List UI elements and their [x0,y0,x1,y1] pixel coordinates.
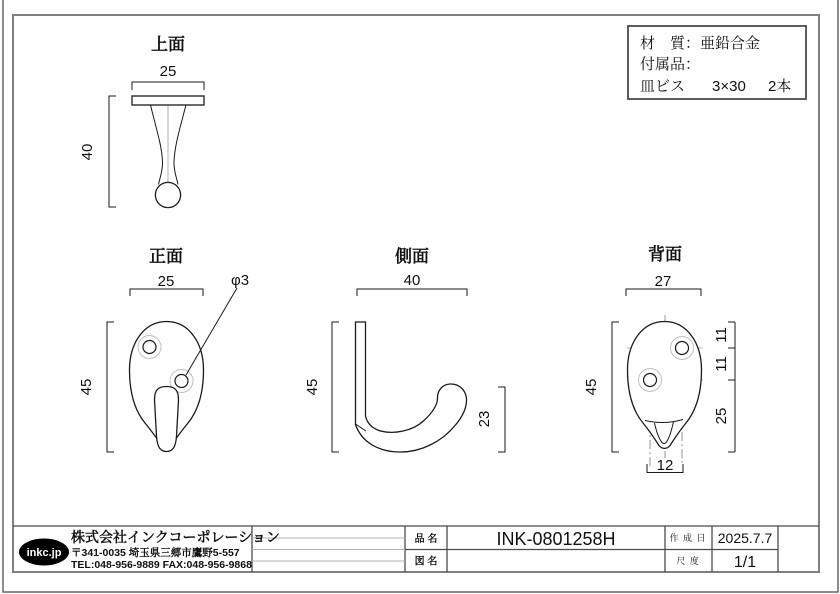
spec-screw-size: 3×30 [712,78,746,95]
hole-dim-leader-line [186,288,237,375]
back-view-width-dim: 27 [654,273,672,290]
side-tip-dim-bracket [498,387,505,452]
top-height-dim-bracket [109,96,116,207]
back-upper-hole [676,342,689,355]
company-tel: TEL:048-956-9889 FAX:048-956-9868 [71,559,252,571]
part-number: INK-0801258H [496,529,616,549]
front-view-hook-tip [155,387,179,452]
back-view-label: 背面 [648,245,682,264]
top-width-dim-bracket [132,82,204,90]
top-view-height-dim: 40 [79,143,96,161]
spec-box [628,26,806,99]
part-name-label: 品 名 [414,534,438,545]
scale-label: 尺 度 [676,556,700,566]
back-view-height-dim: 45 [583,378,600,396]
back-bottom-dim: 25 [713,407,730,425]
back-view [583,244,735,474]
spec-screw-qty: 2本 [768,78,792,95]
top-view-label: 上面 [151,35,185,54]
created-date-label: 作 成 日 [669,533,707,543]
company-name: 株式会社インクコーポレーション [71,529,280,545]
top-view-ball-end [155,182,180,207]
front-view [78,246,249,452]
spec-material: 材 質：亜鉛合金 [640,35,761,52]
spec-screw-name: 皿ビス [640,78,686,95]
scale-value: 1/1 [733,554,757,571]
side-height-dim-bracket [332,322,339,452]
side-view-tip-dim: 23 [476,410,493,428]
back-hole-offset-top-dim: 11 [713,327,730,343]
created-date-value: 2025.7.7 [717,530,773,546]
front-view-width-dim: 25 [157,273,175,290]
side-view-width-dim: 40 [403,272,421,289]
front-lower-hole [175,375,188,388]
side-width-dim-bracket [357,289,467,296]
company-address: 〒341-0035 埼玉県三郷市鷹野5-557 [71,547,240,559]
front-height-dim-bracket [107,322,114,452]
top-view-stem-left [151,105,163,185]
top-view [79,34,204,208]
front-view-height-dim: 45 [78,378,95,396]
front-upper-hole [143,341,156,354]
front-view-hole-dim: φ3 [231,272,250,289]
top-view-stem-right [174,105,186,185]
drawing-name-label: 図 名 [414,556,438,568]
company-logo-text: inkc.jp [26,547,62,559]
side-view-height-dim: 45 [304,378,321,396]
top-view-plate [132,96,204,105]
back-lower-hole [644,374,657,387]
back-height-dim-bracket [612,322,619,452]
side-view-label: 側面 [395,247,429,266]
top-view-width-dim: 25 [159,63,177,80]
back-tip-width-dim: 12 [656,457,674,474]
title-block [13,526,819,572]
back-hole-gap-dim: 11 [713,356,730,372]
front-width-dim-bracket [130,289,203,296]
side-view [304,246,505,452]
front-view-label: 正面 [149,247,183,266]
side-view-hook-outline [356,322,467,452]
back-width-dim-bracket [626,289,701,296]
spec-accessory: 付属品： [640,56,701,73]
